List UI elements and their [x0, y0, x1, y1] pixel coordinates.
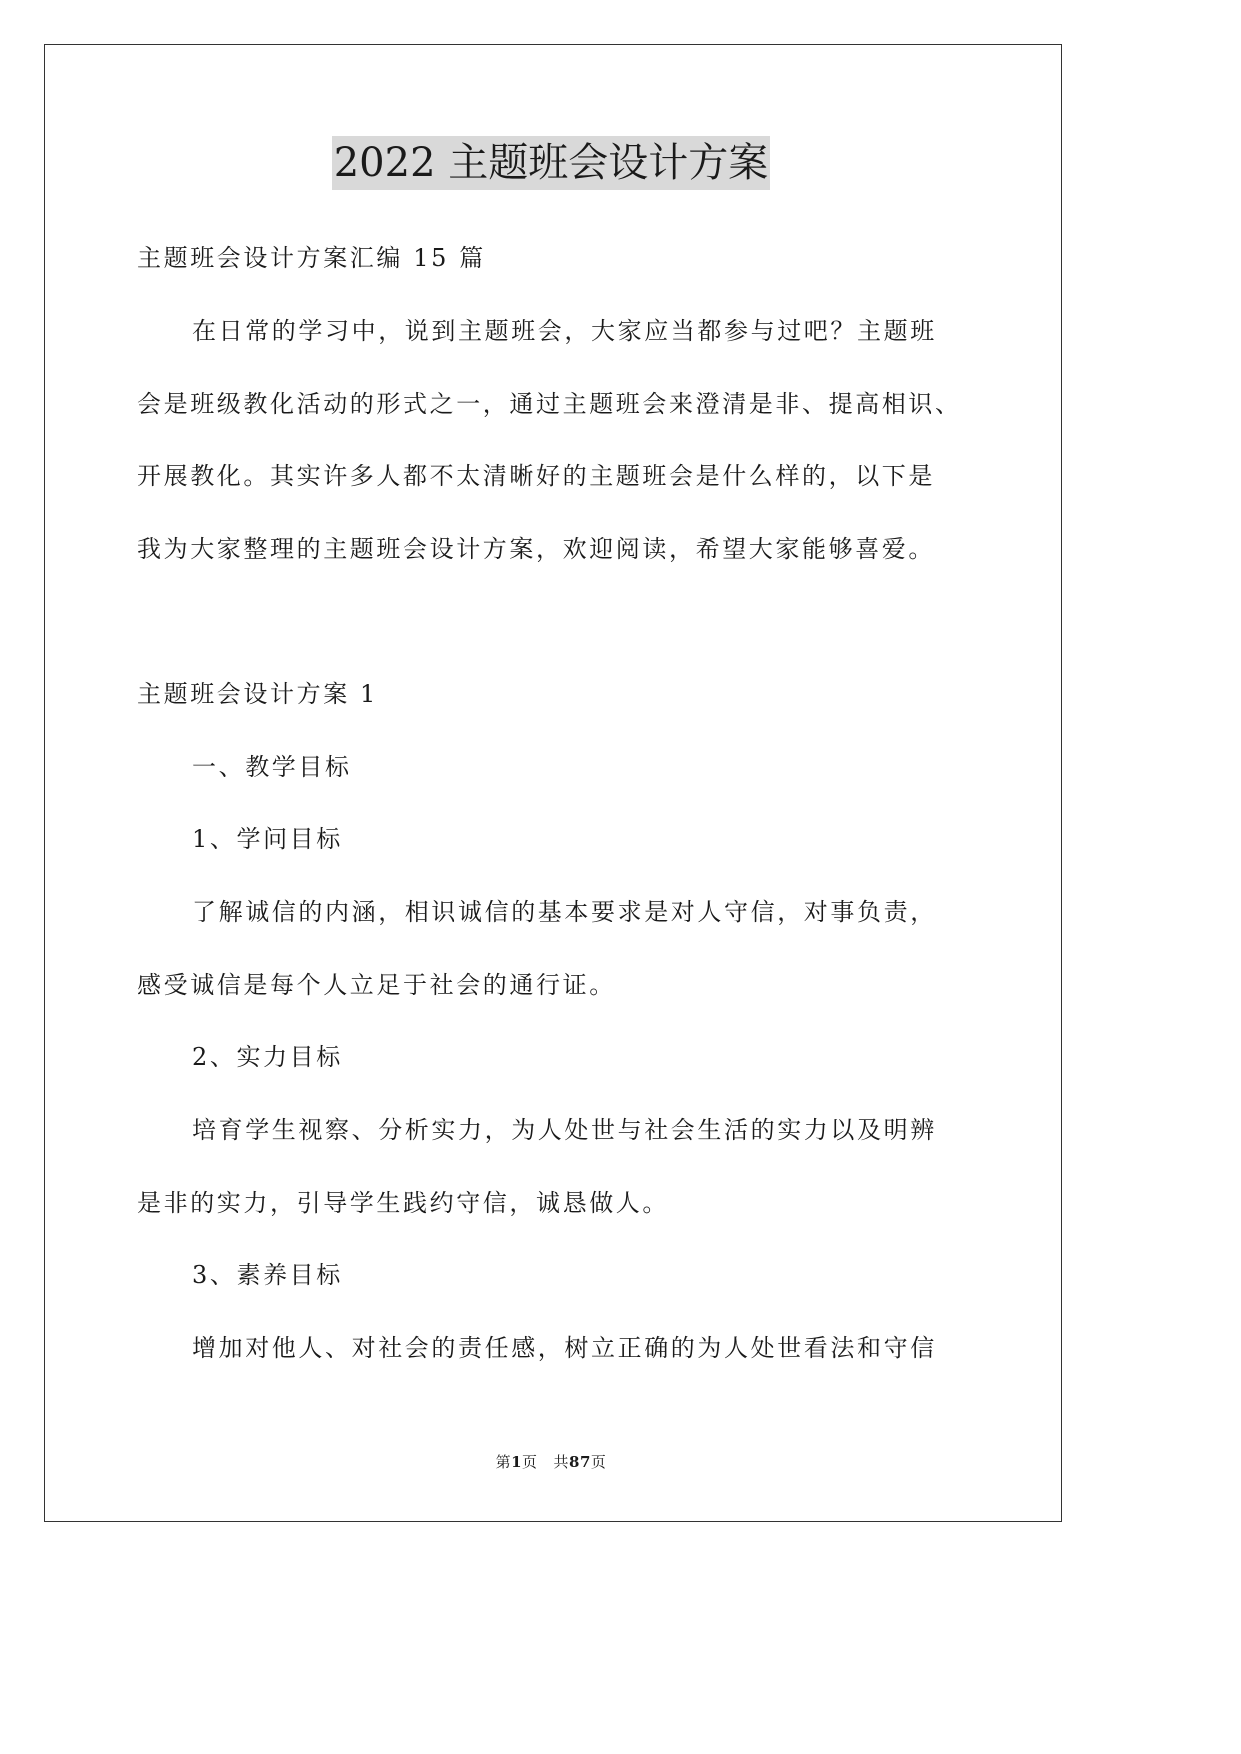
footer-page-number: 1	[511, 1453, 523, 1471]
item-1-line-1: 了解诚信的内涵，相识诚信的基本要求是对人守信，对事负责，	[192, 898, 937, 926]
intro-line-1: 在日常的学习中，说到主题班会，大家应当都参与过吧？主题班	[192, 317, 937, 345]
item-2-line-2: 是非的实力，引导学生践约守信，诚恳做人。	[137, 1189, 669, 1217]
item-2-heading: 2、实力目标	[192, 1043, 343, 1071]
footer-total-suffix: 页	[590, 1453, 607, 1471]
heading-teaching-goals: 一、教学目标	[192, 753, 352, 781]
intro-line-2: 会是班级教化活动的形式之一，通过主题班会来澄清是非、提高相识、	[137, 390, 962, 418]
item-2-line-1: 培育学生视察、分析实力，为人处世与社会生活的实力以及明辨	[192, 1116, 937, 1144]
item-3-line-1: 增加对他人、对社会的责任感，树立正确的为人处世看法和守信	[192, 1334, 937, 1362]
footer-page-suffix: 页	[522, 1453, 538, 1471]
document-subtitle: 主题班会设计方案汇编 15 篇	[137, 244, 486, 272]
intro-line-4: 我为大家整理的主题班会设计方案，欢迎阅读，希望大家能够喜爱。	[137, 535, 935, 563]
document-title: 2022 主题班会设计方案	[332, 136, 771, 190]
item-3-heading: 3、素养目标	[192, 1261, 343, 1289]
footer-page-prefix: 第	[495, 1453, 512, 1471]
intro-line-3: 开展教化。其实许多人都不太清晰好的主题班会是什么样的，以下是	[137, 462, 935, 490]
item-1-line-2: 感受诚信是每个人立足于社会的通行证。	[137, 971, 616, 999]
item-1-heading: 1、学问目标	[192, 825, 343, 853]
footer-total-prefix: 共	[553, 1453, 570, 1471]
section-title: 主题班会设计方案 1	[137, 680, 378, 708]
page-footer	[0, 1452, 1102, 1472]
title-block	[0, 136, 1102, 190]
footer-total-pages: 87	[569, 1453, 591, 1471]
